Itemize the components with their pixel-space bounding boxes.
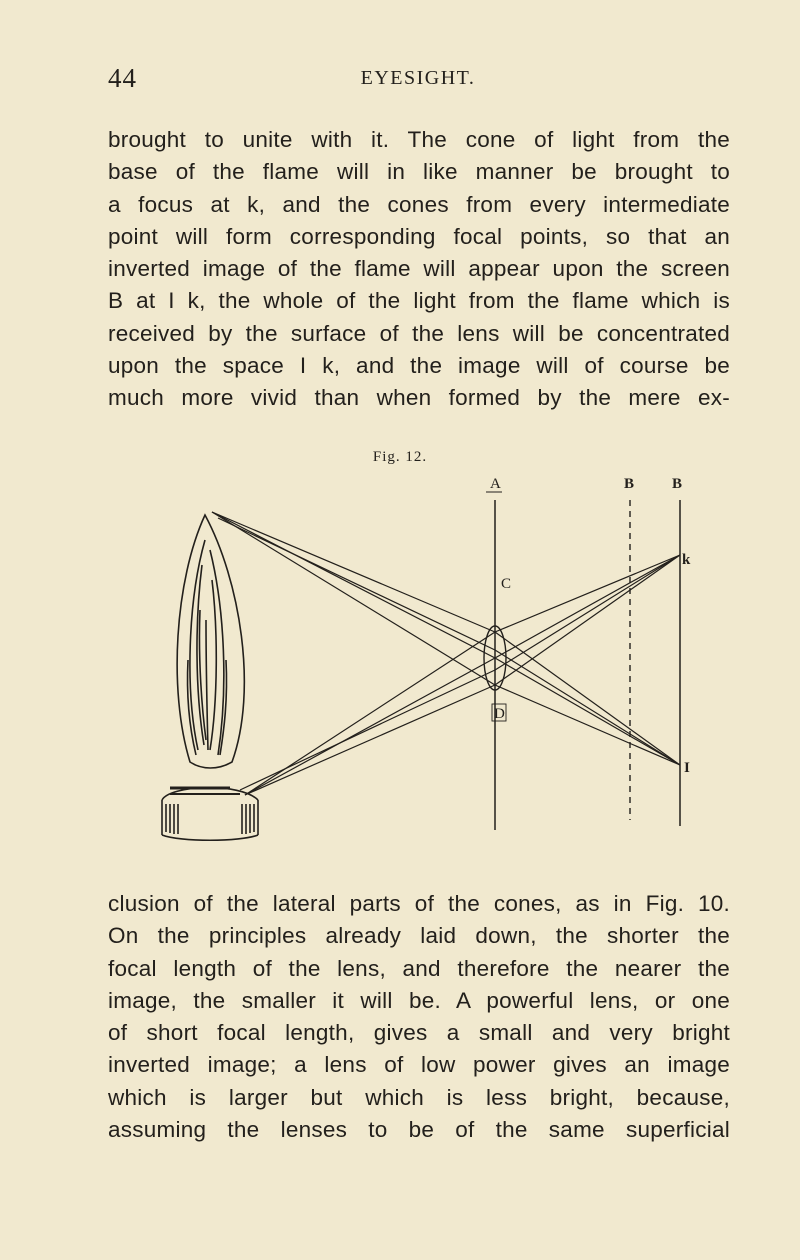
label-k: k xyxy=(682,552,691,568)
text-line: clusion of the lateral parts of the cones, as in Fig. 10. xyxy=(108,891,730,916)
text-line: point will form corresponding focal points, so that an xyxy=(108,223,730,249)
text-line: much more vivid than when formed by the mere ex- xyxy=(108,385,730,411)
label-b: B xyxy=(624,476,635,492)
text-line: assuming the lenses to be of the same superficial xyxy=(108,1117,730,1143)
text-line: inverted image; a lens of low power gives an image xyxy=(108,1052,730,1078)
text-line: image, the smaller it will be. A powerful lens, or one xyxy=(108,987,730,1013)
figure-caption: Fig. 12. xyxy=(372,449,428,465)
running-title: EYESIGHT. xyxy=(360,67,476,89)
text-line: which is larger but which is less bright, because, xyxy=(108,1084,730,1110)
text-line: of short focal length, gives a small and very bright xyxy=(108,1020,730,1046)
label-d: D xyxy=(494,706,505,722)
running-head xyxy=(108,62,728,94)
label-i: I xyxy=(684,760,690,776)
body-text-top xyxy=(108,124,730,415)
label-b-second: B xyxy=(672,476,683,492)
text-line: base of the flame will in like manner be brought to xyxy=(108,159,730,185)
text-line: upon the space I k, and the image will of course be xyxy=(108,353,730,379)
light-rays xyxy=(212,512,680,795)
optics-figure xyxy=(140,470,740,865)
body-text-bottom xyxy=(108,888,730,1146)
candle-flame-illustration xyxy=(177,515,244,768)
text-line: brought to unite with it. The cone of light from the xyxy=(108,127,730,152)
candle-base-illustration xyxy=(162,788,258,841)
page-number: 44 xyxy=(108,63,137,93)
label-a: A xyxy=(490,476,501,492)
text-line: a focus at k, and the cones from every intermediate xyxy=(108,191,730,217)
text-line: B at I k, the whole of the light from the flame which is xyxy=(108,288,730,314)
text-line: On the principles already laid down, the shorter the xyxy=(108,923,730,949)
figure-svg xyxy=(140,470,740,865)
text-line: received by the surface of the lens will be concentrated xyxy=(108,320,730,346)
text-line: focal length of the lens, and therefore the nearer the xyxy=(108,955,730,981)
label-c: C xyxy=(501,576,512,592)
text-line: inverted image of the flame will appear upon the screen xyxy=(108,256,730,282)
